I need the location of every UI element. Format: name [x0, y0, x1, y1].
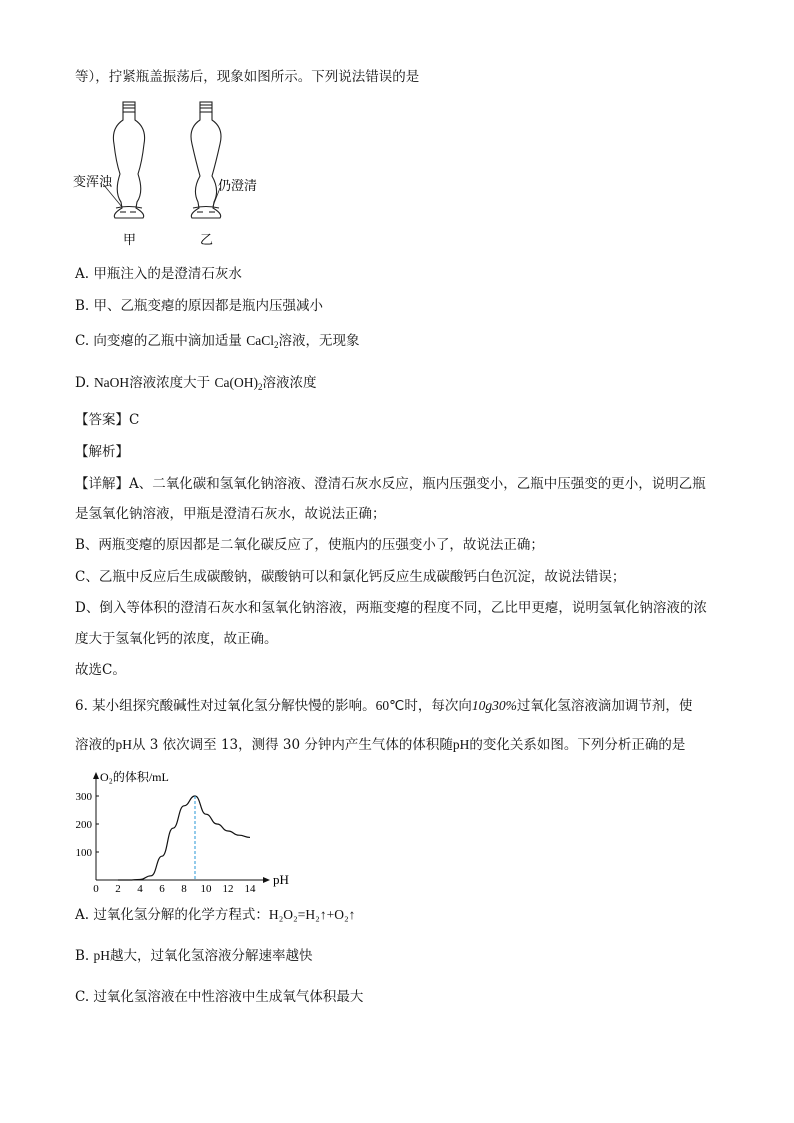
x-tick-label: 8	[181, 883, 187, 893]
formula-naoh: NaOH	[93, 375, 130, 390]
x-axis-label: pH	[273, 872, 289, 887]
formula-cacl2: CaCl$_2$	[246, 333, 279, 350]
x-tick-label: 10	[200, 883, 212, 893]
y-tick-label: 300	[75, 791, 92, 803]
x-tick-label: 6	[159, 883, 165, 893]
y-tick-label: 200	[75, 819, 92, 831]
question-intro: 等），拧紧瓶盖振荡后，现象如图所示。下列说法错误的是	[75, 69, 420, 85]
x-tick-label: 14	[244, 883, 256, 893]
choose-answer: 故选C。	[75, 662, 126, 678]
analysis-title: 【解析】	[75, 444, 129, 460]
answer: 【答案】C	[75, 412, 140, 428]
label-cloudy: 变浑浊	[73, 174, 113, 189]
bottle-yi	[191, 102, 221, 218]
x-tick-label: 2	[115, 883, 121, 893]
detail-paragraph-4b: 度大于氢氧化钙的浓度，故正确。	[75, 631, 278, 647]
q6-option-b: B. pH越大，过氧化氢溶液分解速率越快	[75, 948, 313, 964]
q5-option-b: B. 甲、乙瓶变瘪的原因都是瓶内压强减小	[75, 298, 324, 314]
x-tick-label: 0	[93, 883, 99, 893]
caption-yi: 乙	[200, 232, 214, 247]
detail-paragraph-3: C、乙瓶中反应后生成碳酸钠，碳酸钠可以和氯化钙反应生成碳酸钙白色沉淀，故说法错误；	[75, 569, 626, 585]
q6-stem-line1: 6. 某小组探究酸碱性对过氧化氢分解快慢的影响。60℃时，每次向10g30%过氧化氢溶液滴加调节剂，使	[75, 698, 693, 714]
option-c-text: C. 向变瘪的乙瓶中滴加适量	[75, 333, 242, 349]
q6-option-c: C. 过氧化氢溶液在中性溶液中生成氧气体积最大	[75, 989, 364, 1005]
bottles-figure	[70, 96, 310, 256]
formula-caoh2: $Ca(OH)_2$	[214, 375, 263, 392]
bottle-jia	[113, 102, 144, 218]
q5-option-a: A. 甲瓶注入的是澄清石灰水	[75, 266, 242, 282]
caption-jia: 甲	[123, 232, 137, 247]
detail-paragraph-2: B、两瓶变瘪的原因都是二氧化碳反应了，使瓶内的压强变小了，故说法正确；	[75, 537, 544, 553]
label-clear: 仍澄清	[218, 178, 258, 193]
x-tick-label: 4	[137, 883, 143, 893]
x-tick-label: 12	[222, 883, 234, 893]
q5-option-c	[75, 332, 360, 354]
q6-option-a: A. 过氧化氢分解的化学方程式：H₂O₂=H₂↑+O₂↑	[75, 907, 356, 923]
q5-option-d: D. NaOH溶液浓度大于 $Ca(OH)_2$溶液浓度	[75, 375, 317, 392]
detail-paragraph-4: D、倒入等体积的澄清石灰水和氢氧化钠溶液，两瓶变瘪的程度不同，乙比甲更瘪，说明氢氧化钠溶液的浓	[75, 600, 707, 616]
equation: H₂O₂=H₂↑+O₂↑	[268, 907, 356, 922]
q6-stem-line2: 溶液的pH从 3 依次调至 13，测得 30 分钟内产生气体的体积随pH的变化关系如图。下列分析正确的是	[75, 737, 686, 753]
y-axis-label: O₂的体积/mL	[100, 770, 169, 784]
y-axis-arrow	[93, 772, 99, 779]
series-line	[118, 796, 250, 880]
x-axis-arrow	[263, 877, 270, 883]
y-tick-label: 100	[75, 847, 92, 859]
ph-volume-chart	[70, 768, 300, 893]
detail-paragraph-1b: 是氢氧化钠溶液，甲瓶是澄清石灰水，故说法正确；	[75, 506, 386, 522]
detail-paragraph-1: 【详解】A、二氧化碳和氢氧化钠溶液、澄清石灰水反应，瓶内压强变小，乙瓶中压强变的更小，说明乙瓶	[75, 476, 706, 492]
option-c-tail: 溶液，无现象	[278, 333, 360, 349]
